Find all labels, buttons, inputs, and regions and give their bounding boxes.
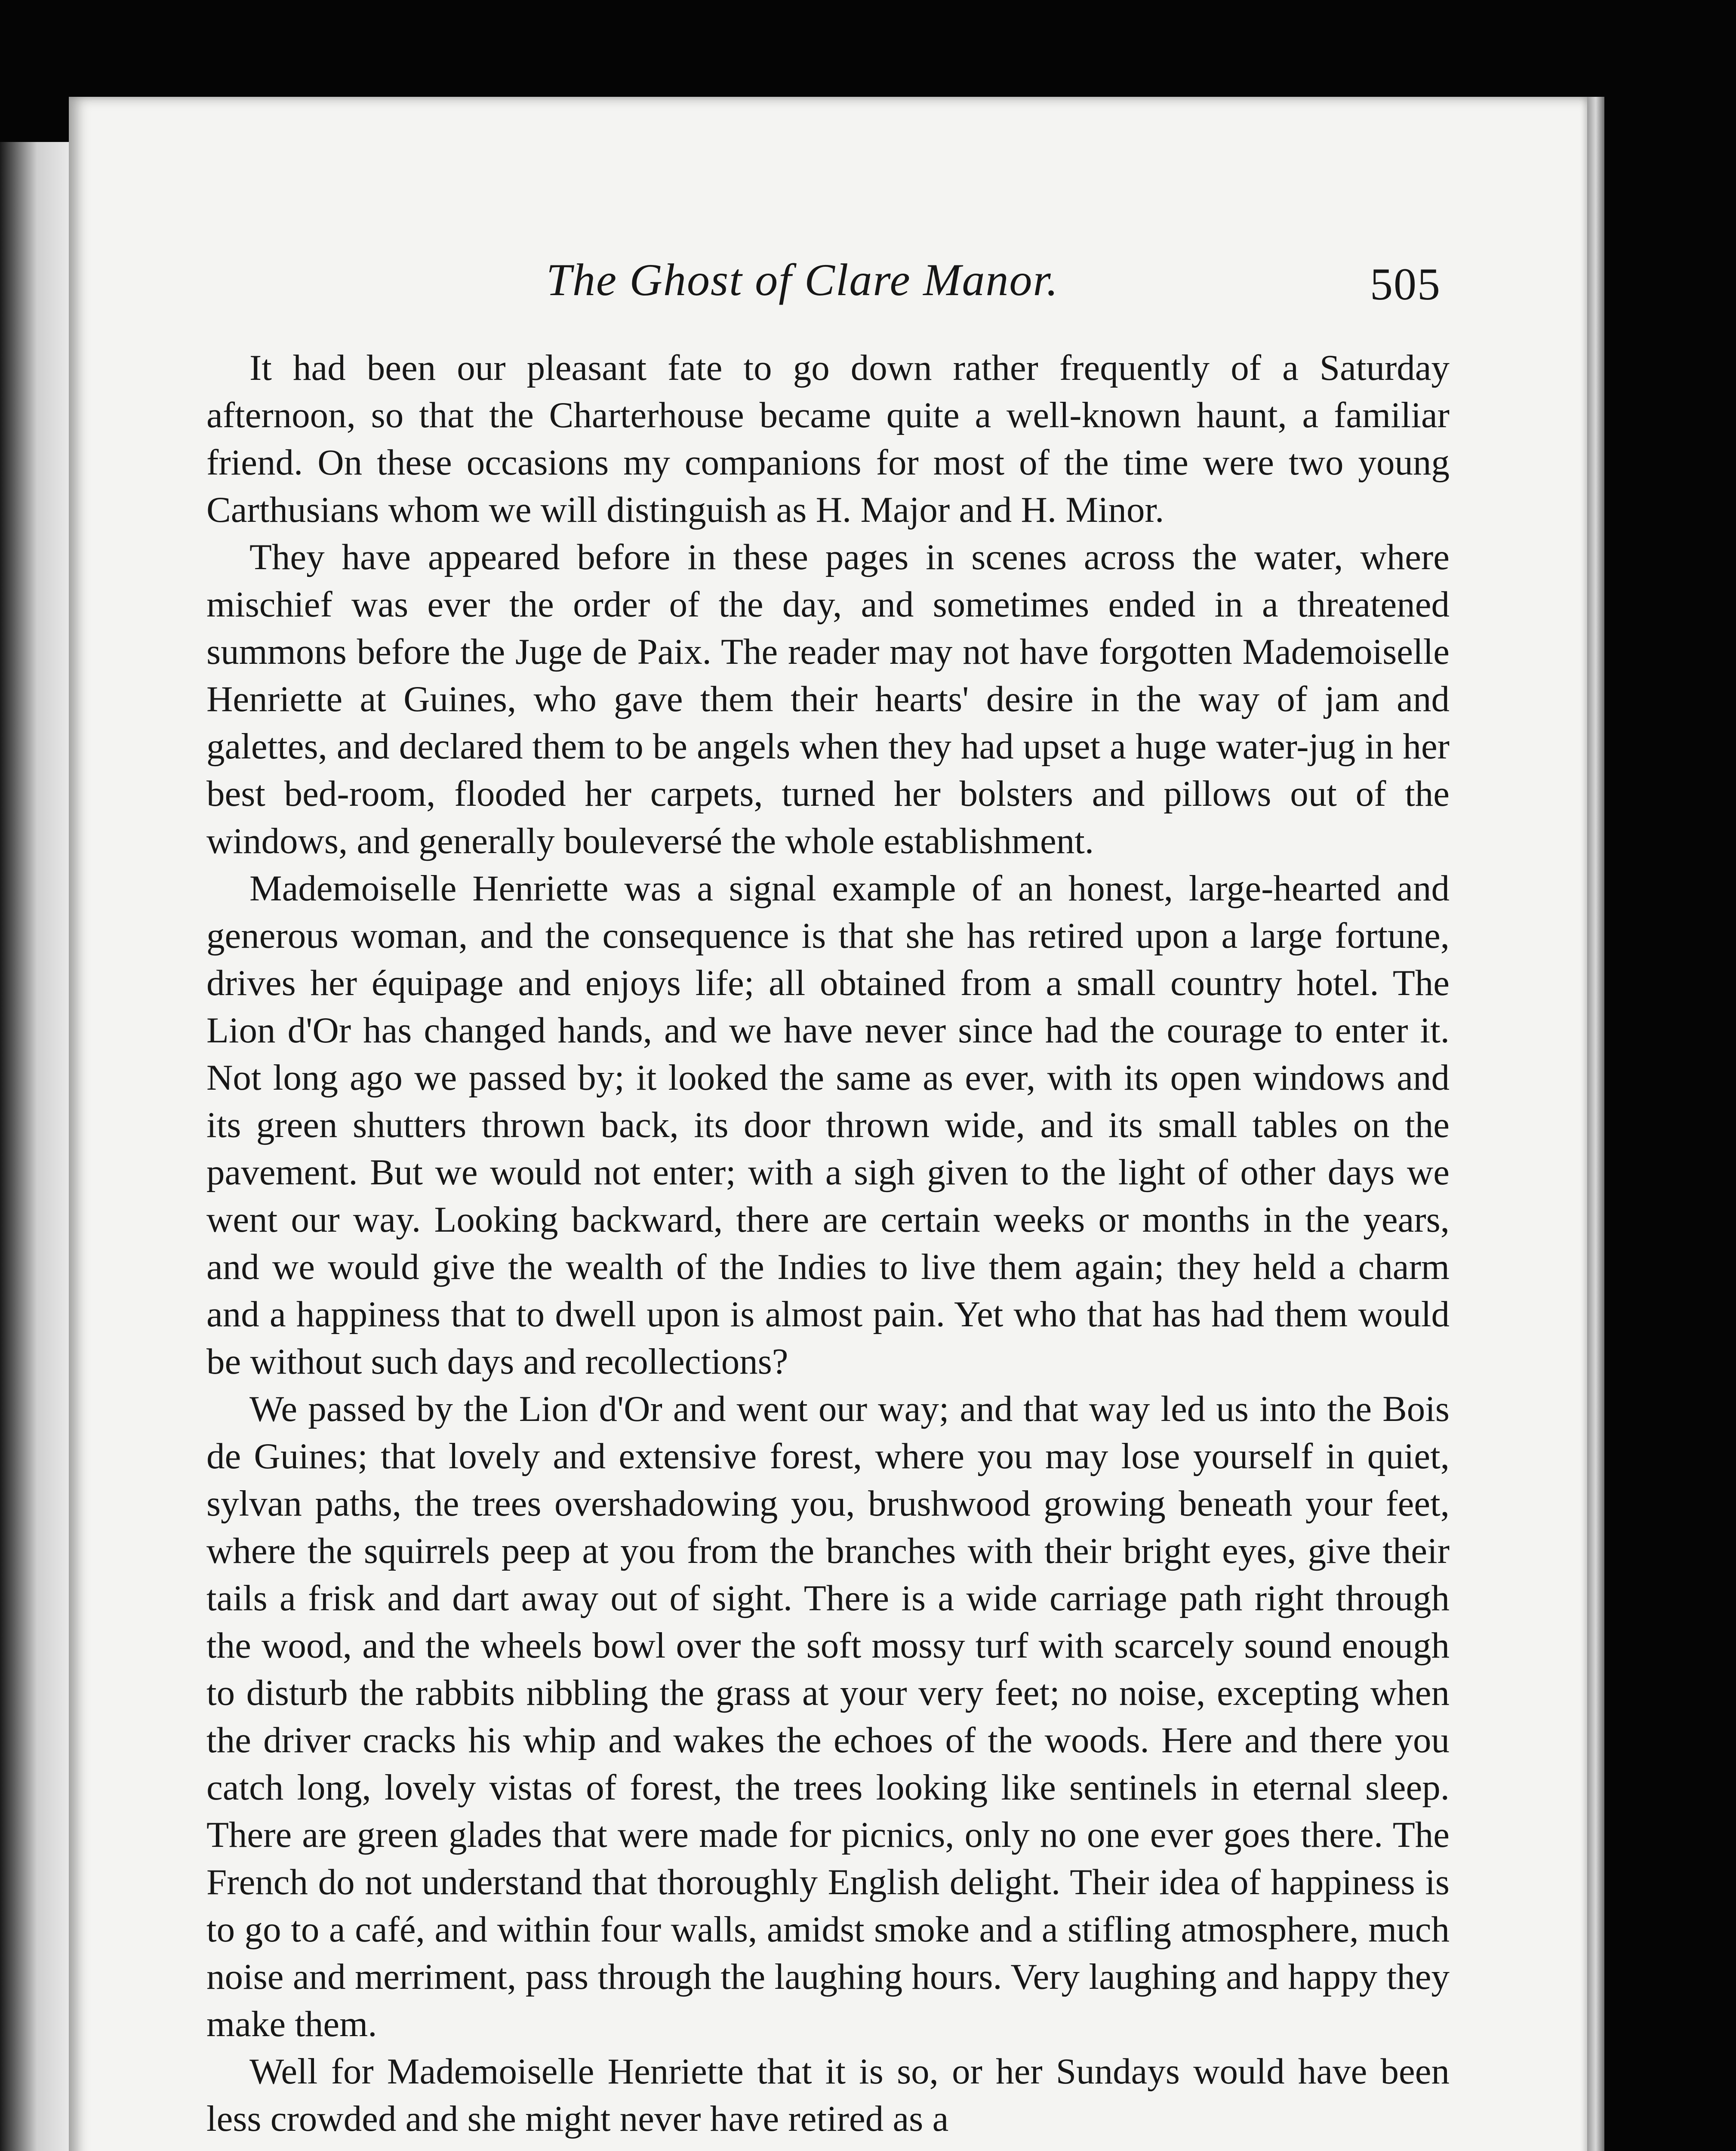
running-title: The Ghost of Clare Manor. <box>546 255 1059 305</box>
page-edge-shadow <box>1587 97 1604 2151</box>
body-text <box>206 344 1450 2142</box>
paragraph: Mademoiselle Henriette was a signal example of an honest, large-hearted and generous woman, and the consequence is that she has retired upon a large fortune, drives her équipage and enjoys life; all obtained from a small country hotel. The Lion d'Or has changed hands, and we have never since had the courage to enter it. Not long ago we passed by; it looked the same as ever, with its open windows and its green shutters thrown back, its door thrown wide, and its small tables on the pavement. But we would not enter; with a sigh given to the light of other days we went our way. Looking backward, there are certain weeks or months in the years, and we would give the wealth of the Indies to live them again; they held a charm and a happiness that to dwell upon is almost pain. Yet who that has had them would be without such days and recollections? <box>206 868 1450 1382</box>
paragraph: It had been our pleasant fate to go down rather frequently of a Saturday afternoon, so that the Charterhouse became quite a well-known haunt, a familiar friend. On these occasions my companions for most of the time were two young Carthusians whom we will distinguish as H. Major and H. Minor. <box>206 348 1450 530</box>
page-number: 505 <box>1370 259 1441 309</box>
paragraph: They have appeared before in these pages in scenes across the water, where mischief was ever the order of the day, and sometimes ended in a threatened summons before the Juge de Paix. The reader may not have forgotten Mademoiselle Henriette at Guines, who gave them their hearts' desire in the way of jam and galettes, and declared them to be angels when they had upset a huge water-jug in her best bed-room, flooded her carpets, turned her bolsters and pillows out of the windows, and generally bouleversé the whole establishment. <box>206 537 1450 861</box>
paragraph: We passed by the Lion d'Or and went our way; and that way led us into the Bois de Guines; that lovely and extensive forest, where you may lose yourself in quiet, sylvan paths, the trees overshadowing you, brushwood growing beneath your feet, where the squirrels peep at you from the branches with their bright eyes, give their tails a frisk and dart away out of sight. There is a wide carriage path right through the wood, and the wheels bowl over the soft mossy turf with scarcely sound enough to disturb the rabbits nibbling the grass at your very feet; no noise, excepting when the driver cracks his whip and wakes the echoes of the woods. Here and there you catch long, lovely vistas of forest, the trees looking like sentinels in eternal sleep. There are green glades that were made for picnics, only no one ever goes there. The French do not understand that thoroughly English delight. Their idea of happiness is to go to a café, and within four walls, amidst smoke and a stifling atmosphere, much noise and merriment, pass through the laughing hours. Very laughing and happy they make them. <box>206 1389 1450 2044</box>
paragraph: Well for Mademoiselle Henriette that it is so, or her Sundays would have been less crowded and she might never have retired as a <box>206 2051 1450 2139</box>
